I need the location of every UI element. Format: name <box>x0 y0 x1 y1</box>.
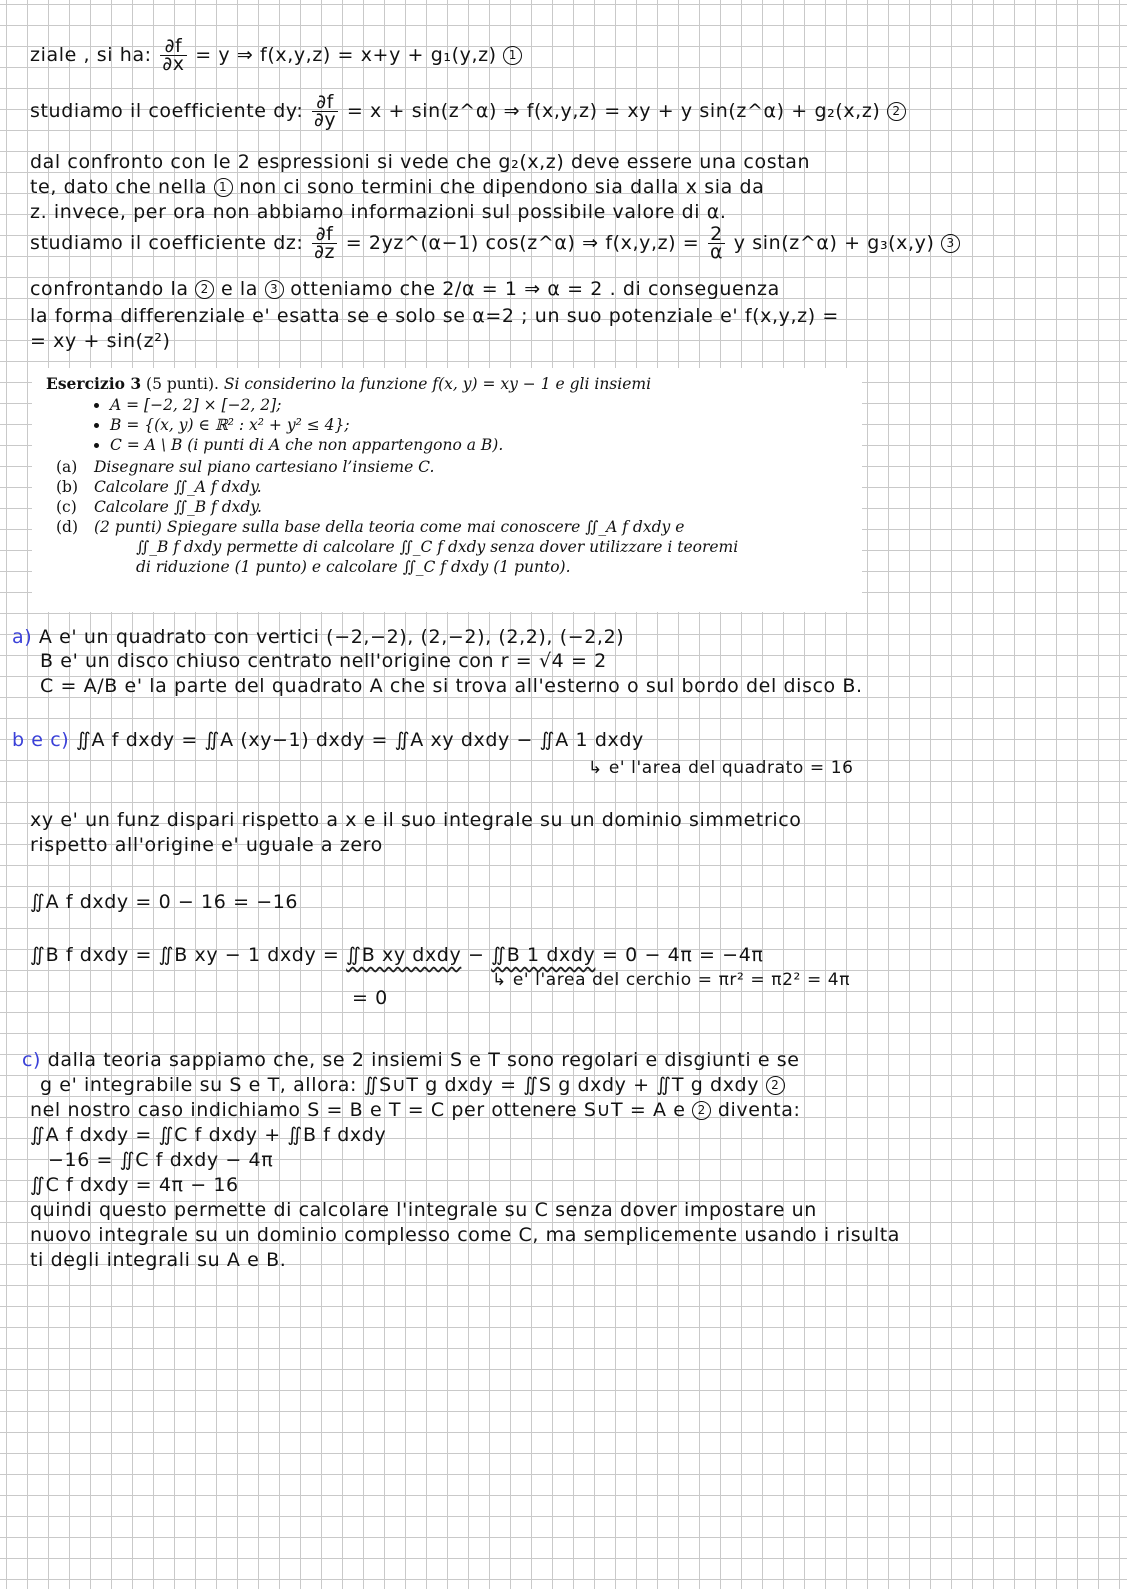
question-d-continued: di riduzione (1 punto) e calcolare ∬_C f dxdy (1 punto). <box>136 558 571 576</box>
exercise-box <box>32 368 862 612</box>
note-text: A e' un quadrato con vertici (−2,−2), (2,−2), (2,2), (−2,2) <box>38 626 625 648</box>
set-definition: • B = {(x, y) ∈ ℝ² : x² + y² ≤ 4}; <box>110 415 848 435</box>
question-text: Calcolare ∬_A f dxdy. <box>94 478 262 496</box>
frac-num: 2 <box>708 226 725 244</box>
note-line-1 <box>30 35 522 75</box>
answer-bc-line-7a: = 0 <box>352 987 388 1009</box>
note-line-9: = xy + sin(z²) <box>30 330 171 352</box>
frac-num: ∂f <box>312 94 338 112</box>
note-text: otteniamo che 2/α = 1 ⇒ α = 2 . di conseguenza <box>290 278 780 300</box>
set-definitions <box>46 395 848 455</box>
answer-bc-line-3: xy e' un funz dispari rispetto a x e il suo integrale su un dominio simmetrico <box>30 809 802 831</box>
circled-marker: 2 <box>887 102 906 121</box>
answer-bc-line-6 <box>30 945 763 966</box>
frac-num: ∂f <box>312 226 337 244</box>
note-text: confrontando la <box>30 278 189 300</box>
note-text: ziale , si ha: <box>30 44 152 66</box>
note-line-7 <box>30 279 780 300</box>
circled-marker: 2 <box>195 280 214 299</box>
exercise-intro: Si considerino la funzione f(x, y) = xy − 1 e gli insiemi <box>223 375 652 393</box>
answer-c-line-8: nuovo integrale su un dominio complesso come C, ma semplicemente usando i risulta <box>30 1224 901 1246</box>
question-d-continued: ∬_B f dxdy permette di calcolare ∬_C f dxdy senza dover utilizzare i teoremi <box>136 538 739 556</box>
note-text: ∬B xy dxdy <box>346 944 462 966</box>
fraction <box>708 223 725 263</box>
circled-marker: 2 <box>766 1076 785 1095</box>
note-text: = 0 − 4π = −4π <box>602 944 764 966</box>
answer-c-line-3 <box>30 1100 800 1121</box>
question-text: (2 punti) Spiegare sulla base della teoria come mai conoscere ∬_A f dxdy e <box>94 518 685 536</box>
question-label: (d) <box>56 518 79 536</box>
note-text: e la <box>220 278 258 300</box>
note-text: = 2yz^(α−1) cos(z^α) ⇒ f(x,y,z) = <box>345 232 700 254</box>
partial-fraction <box>160 35 186 75</box>
note-line-5: z. invece, per ora non abbiamo informazioni sul possibile valore di α. <box>30 201 727 223</box>
answer-c-line-2 <box>40 1075 785 1096</box>
circled-marker: 3 <box>265 280 284 299</box>
set-definition: • C = A \ B (i punti di A che non appartengono a B). <box>110 435 848 455</box>
note-text: te, dato che nella <box>30 176 207 198</box>
note-line-6 <box>30 223 960 263</box>
note-text: ∬A f dxdy = ∬A (xy−1) dxdy = ∬A xy dxdy − ∬A 1 dxdy <box>75 729 644 751</box>
question-b <box>46 477 848 497</box>
circled-marker: 2 <box>692 1101 711 1120</box>
answer-c-line-4: ∬A f dxdy = ∬C f dxdy + ∬B f dxdy <box>30 1124 387 1146</box>
frac-den: ∂z <box>314 241 336 263</box>
circled-marker: 1 <box>503 46 522 65</box>
frac-num: ∂f <box>160 38 186 56</box>
partial-fraction <box>312 91 338 131</box>
exercise-title: Esercizio 3 <box>46 374 142 393</box>
note-text: non ci sono termini che dipendono sia dalla x sia da <box>239 176 765 198</box>
note-line-4 <box>30 177 764 198</box>
question-text: Disegnare sul piano cartesiano l’insieme C. <box>94 458 435 476</box>
note-text: studiamo il coefficiente dz: <box>30 232 304 254</box>
circled-marker: 3 <box>941 234 960 253</box>
frac-den: ∂x <box>162 53 185 75</box>
answer-c-line-1 <box>22 1050 800 1071</box>
answer-a-label: a) <box>12 626 33 648</box>
note-text: − <box>467 944 485 966</box>
answer-bc-line-5: ∬A f dxdy = 0 − 16 = −16 <box>30 891 299 913</box>
answer-bc-line-4: rispetto all'origine e' uguale a zero <box>30 834 383 856</box>
answer-c-line-7: quindi questo permette di calcolare l'integrale su C senza dover impostare un <box>30 1199 817 1221</box>
note-line-2 <box>30 91 906 131</box>
note-text: y sin(z^α) + g₃(x,y) <box>733 232 935 254</box>
circled-marker: 1 <box>214 178 233 197</box>
answer-bc-line-1 <box>12 730 644 751</box>
exercise-points: (5 punti). <box>146 375 219 393</box>
note-text: = y ⇒ f(x,y,z) = x+y + g₁(y,z) <box>195 44 497 66</box>
question-a <box>46 457 848 477</box>
question-label: (b) <box>56 478 79 496</box>
answer-bc-line-2: ↳ e' l'area del quadrato = 16 <box>588 758 854 778</box>
question-label: (a) <box>56 458 78 476</box>
answer-a-line-1 <box>12 627 624 648</box>
answer-c-line-5: −16 = ∬C f dxdy − 4π <box>48 1149 274 1171</box>
question-text: Calcolare ∬_B f dxdy. <box>94 498 262 516</box>
note-text: g e' integrabile su S e T, allora: ∬S∪T g dxdy = ∬S g dxdy + ∬T g dxdy <box>40 1074 760 1096</box>
answer-bc-line-7b: ↳ e' l'area del cerchio = πr² = π2² = 4π <box>492 970 851 990</box>
answer-c-line-9: ti degli integrali su A e B. <box>30 1249 287 1271</box>
note-line-8: la forma differenziale e' esatta se e solo se α=2 ; un suo potenziale e' f(x,y,z) = <box>30 305 839 327</box>
note-text: = x + sin(z^α) ⇒ f(x,y,z) = xy + y sin(z^α) + g₂(x,z) <box>346 100 881 122</box>
note-text: ∬B f dxdy = ∬B xy − 1 dxdy = <box>30 944 340 966</box>
question-d <box>46 517 848 537</box>
partial-fraction <box>312 223 337 263</box>
note-text: studiamo il coefficiente dy: <box>30 100 304 122</box>
note-text: dalla teoria sappiamo che, se 2 insiemi S e T sono regolari e disgiunti e se <box>47 1049 800 1071</box>
frac-den: ∂y <box>313 109 337 131</box>
question-label: (c) <box>56 498 77 516</box>
frac-den: α <box>709 241 724 263</box>
answer-a-line-3: C = A/B e' la parte del quadrato A che si trova all'esterno o sul bordo del disco B. <box>40 675 863 697</box>
note-text: nel nostro caso indichiamo S = B e T = C per ottenere S∪T = A e <box>30 1099 686 1121</box>
note-text: ∬B 1 dxdy <box>491 944 596 966</box>
set-definition: • A = [−2, 2] × [−2, 2]; <box>110 395 848 415</box>
note-line-3: dal confronto con le 2 espressioni si vede che g₂(x,z) deve essere una costan <box>30 151 811 173</box>
answer-bc-label: b e c) <box>12 729 70 751</box>
question-c <box>46 497 848 517</box>
answer-a-line-2: B e' un disco chiuso centrato nell'origine con r = √4 = 2 <box>40 650 607 672</box>
answer-c-line-6: ∬C f dxdy = 4π − 16 <box>30 1174 239 1196</box>
note-text: diventa: <box>717 1099 801 1121</box>
exercise-header <box>46 374 848 393</box>
answer-c-label: c) <box>22 1049 42 1071</box>
